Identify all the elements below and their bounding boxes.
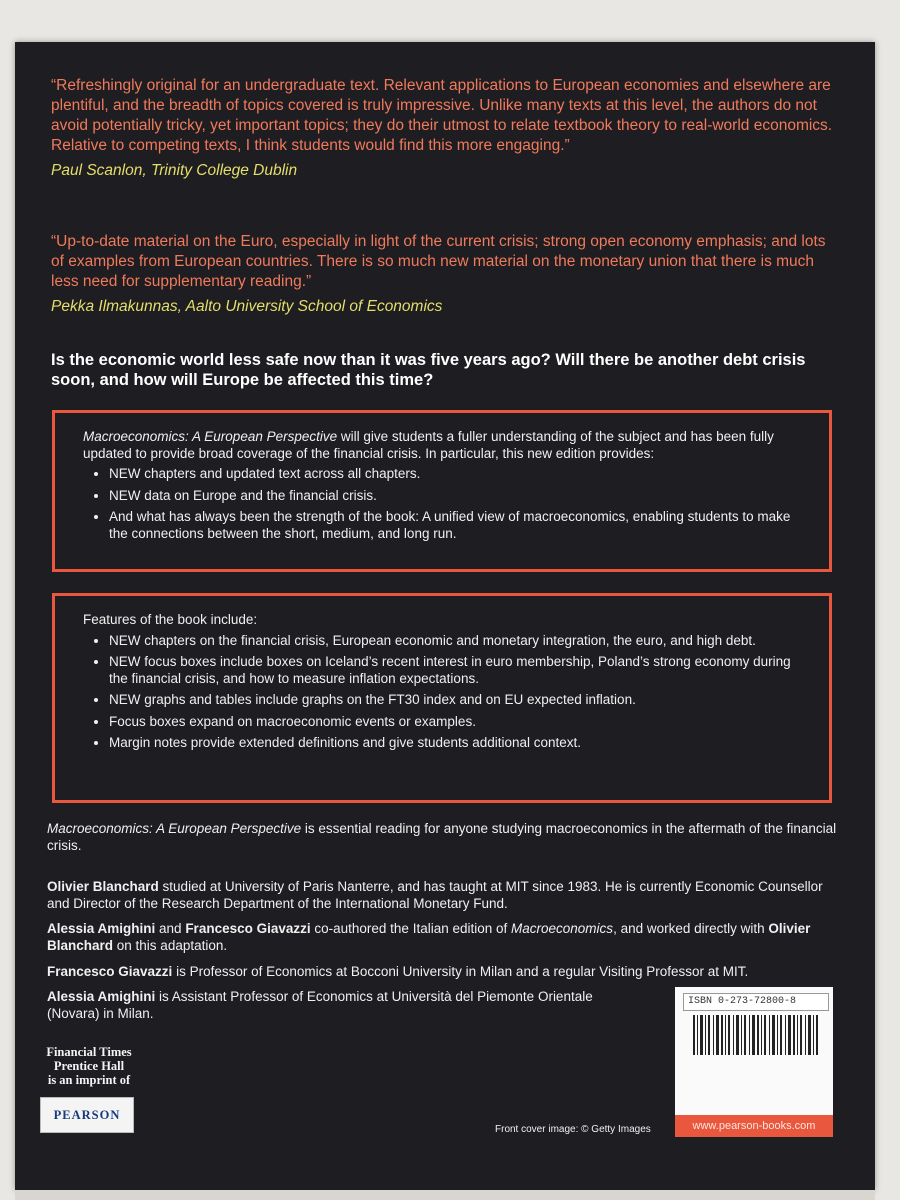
bio-amighini: Alessia Amighini is Assistant Professor of Economics at Università del Piemonte Orientale (Novara) in Milan. [47,989,593,1021]
review-quote-2 [51,232,841,316]
bio-coauthors: Alessia Amighini and Francesco Giavazzi co-authored the Italian edition of Macroeconomics, and worked directly with Olivier Blanchard on this adaptation. [47,921,811,953]
bio-blanchard: Olivier Blanchard studied at University of Paris Nanterre, and has taught at MIT since 1983. He is currently Economic Counsellor and Director of the Research Department of the International Monetary Fund. [47,879,823,911]
list-item: • And what has always been the strength of the book: A unified view of macroeconomics, enabling students to make the connections between the short, medium, and long run. [109,509,809,542]
list-item: • NEW chapters and updated text across all chapters. [109,466,809,483]
book-title: Macroeconomics [511,921,614,936]
list-item: • NEW chapters on the financial crisis, European economic and monetary integration, the euro, and high debt. [109,633,809,650]
quote-text: “Refreshingly original for an undergraduate text. Relevant applications to European economies and elsewhere are plentiful, and the breadth of topics covered is truly impressive. Unlike many texts at this level, the authors do not avoid potentially tricky, yet important topics; they do their utmost to relate textbook theory to real-world economics. Relative to competing texts, I think students would find this more engaging.” [51,77,833,154]
quote-attribution: Pekka Ilmakunnas, Aalto University School of Economics [51,298,443,315]
publisher-url: www.pearson-books.com [675,1115,833,1137]
pearson-logo [40,1097,134,1133]
book-back-cover [15,42,875,1190]
overview-list [83,466,809,542]
essential-reading-text: Macroeconomics: A European Perspective is essential reading for anyone studying macroeconomics in the aftermath of the financial crisis. [47,821,837,853]
surface-edge [15,1190,875,1200]
list-item: • Margin notes provide extended definitions and give students additional context. [109,735,809,752]
author-name: Alessia Amighini [47,921,156,936]
overview-box [52,410,832,572]
quote-text: “Up-to-date material on the Euro, especially in light of the current crisis; strong open economy emphasis; and lots of examples from European countries. There is so much new material on the monetary union that there is much less need for supplementary reading.” [51,233,826,290]
author-name: Alessia Amighini [47,989,156,1004]
isbn-sticker: ISBN 0-273-72800-8 [683,993,829,1011]
list-item: • Focus boxes expand on macroeconomic events or examples. [109,714,809,731]
author-name: Olivier Blanchard [47,921,811,953]
publisher-imprint: Financial Times Prentice Hall is an imprint of [46,1045,132,1087]
author-name: Francesco Giavazzi [47,964,173,979]
book-title: Macroeconomics: A European Perspective [83,429,338,444]
features-box [52,593,832,803]
author-name: Francesco Giavazzi [185,921,311,936]
list-item: • NEW data on Europe and the financial crisis. [109,488,809,505]
features-list [83,633,809,752]
review-quote-1 [51,76,841,180]
list-item: • NEW focus boxes include boxes on Iceland’s recent interest in euro membership, Poland’s strong economy during the financial crisis, and how to measure inflation expectations. [109,654,809,687]
list-item: • NEW graphs and tables include graphs on the FT30 index and on EU expected inflation. [109,692,809,709]
overview-intro: Macroeconomics: A European Perspective will give students a fuller understanding of the subject and has been fully updated to provide broad coverage of the financial crisis. In particular, this new edition provides: [83,429,774,461]
quote-attribution: Paul Scanlon, Trinity College Dublin [51,162,298,179]
cover-image-credit: Front cover image: © Getty Images [495,1124,651,1135]
features-intro: Features of the book include: [83,612,258,627]
barcode-icon [693,1015,821,1063]
book-title: Macroeconomics: A European Perspective [47,821,302,836]
bio-giavazzi: Francesco Giavazzi is Professor of Economics at Bocconi University in Milan and a regular Visiting Professor at MIT. [47,964,749,979]
pearson-logo-text: PEARSON [53,1107,121,1122]
author-name: Olivier Blanchard [47,879,159,894]
headline: Is the economic world less safe now than it was five years ago? Will there be another debt crisis soon, and how will Europe be affected this time? [51,351,806,389]
barcode-panel [675,987,833,1137]
